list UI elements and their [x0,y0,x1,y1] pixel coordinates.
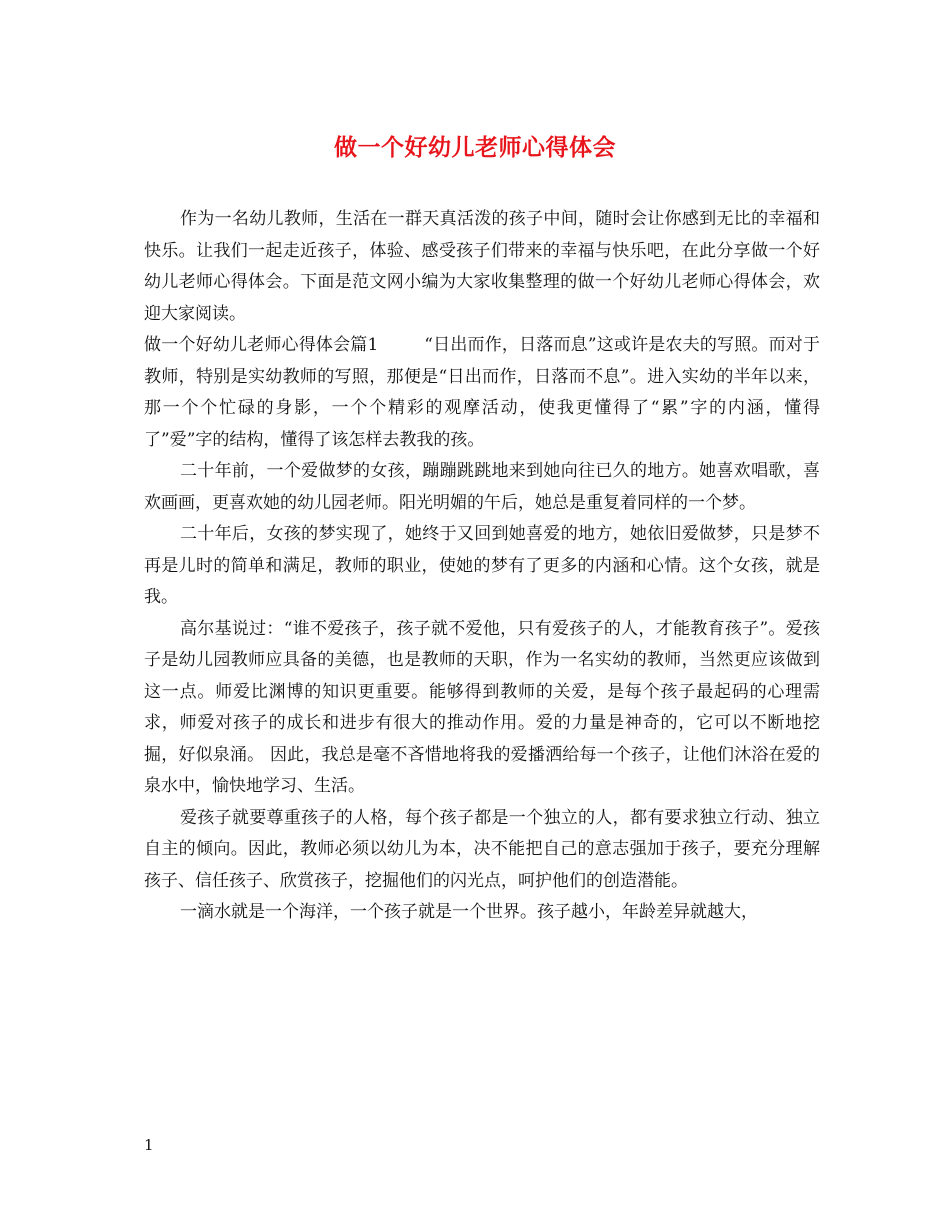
paragraph-respect: 爱孩子就要尊重孩子的人格，每个孩子都是一个独立的人，都有要求独立行动、独立自主的倾向。因此，教师必须以幼儿为本，决不能把自己的意志强加于孩子，要充分理解孩子、信任孩子、欣赏孩子，挖掘他们的闪光点，呵护他们的创造潜能。 [144,807,820,891]
document-title: 做一个好幼儿老师心得体会 [334,134,616,161]
document-body [144,204,820,929]
paragraph-intro: 作为一名幼儿教师，生活在一群天真活泼的孩子中间，随时会让你感到无比的幸福和快乐。让我们一起走近孩子，体验、感受孩子们带来的幸福与快乐吧，在此分享做一个好幼儿老师心得体会。下面是范文网小编为大家收集整理的做一个好幼儿老师心得体会，欢迎大家阅读。 [144,209,820,324]
paragraph-section-1-text: “日出而作，日落而息”这或许是农夫的写照。而对于教师，特别是实幼教师的写照，那便是“日出而作，日落而不息”。进入实幼的半年以来，那一个个忙碌的身影，一个个精彩的观摩活动，使我更懂得了“累”字的内涵，懂得了”爱”字的结构，懂得了该怎样去教我的孩。 [144,335,820,450]
paragraph-section-1 [144,330,820,456]
paragraph-twenty-years-later: 二十年后，女孩的梦实现了，她终于又回到她喜爱的地方，她依旧爱做梦，只是梦不再是儿时的简单和满足，教师的职业，使她的梦有了更多的内涵和心情。这个女孩，就是我。 [144,524,820,607]
paragraph-water-drop: 一滴水就是一个海洋，一个孩子就是一个世界。孩子越小，年龄差异就越大， [180,902,758,922]
paragraph-gorky-quote: 高尔基说过：“谁不爱孩子，孩子就不爱他，只有爱孩子的人，才能教育孩子”。爱孩子是幼儿园教师应具备的美德，也是教师的天职，作为一名实幼的教师，当然更应该做到这一点。师爱比渊博的知识更重要。能够得到教师的关爱，是每个孩子最起码的心理需求，师爱对孩子的成长和进步有很大的推动作用。爱的力量是神奇的，它可以不断地挖掘，好似泉涌。 因此，我总是毫不吝惜地将我的爱播洒给每一个孩子，让他们沐浴在爱的泉水中，愉快地学习、生活。 [144,618,820,796]
section-heading: 做一个好幼儿老师心得体会篇1 [144,335,379,355]
page-number: 1 [144,1136,154,1154]
paragraph-twenty-years-ago: 二十年前，一个爱做梦的女孩，蹦蹦跳跳地来到她向往已久的地方。她喜欢唱歌，喜欢画画，更喜欢她的幼儿园老师。阳光明媚的午后，她总是重复着同样的一个梦。 [144,461,820,513]
